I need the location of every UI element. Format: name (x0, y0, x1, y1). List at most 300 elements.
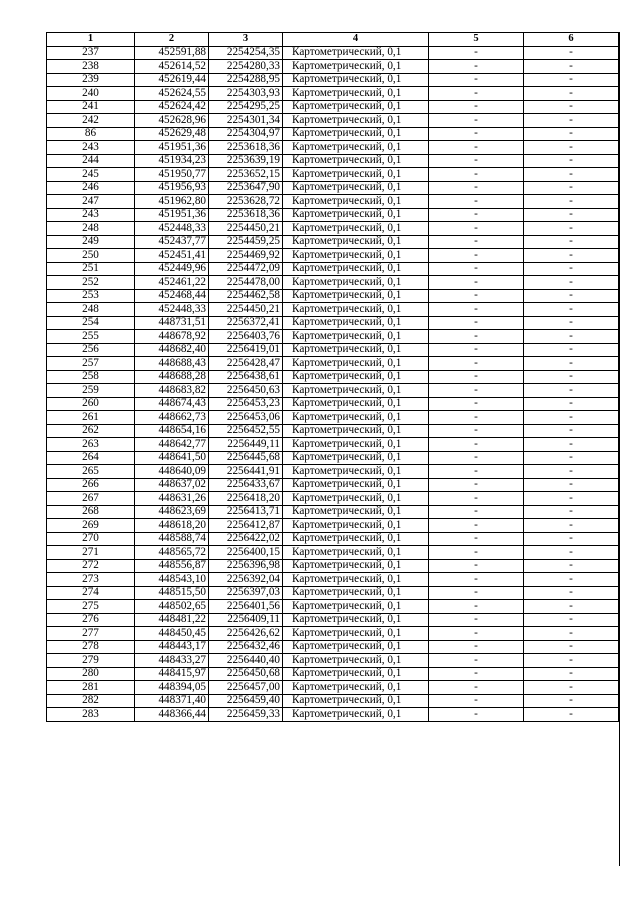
x-coordinate-cell: 448565,72 (135, 546, 209, 560)
y-coordinate-cell: 2256428,47 (209, 357, 283, 371)
y-coordinate-cell: 2254304,97 (209, 127, 283, 141)
col6-cell: - (524, 100, 619, 114)
y-coordinate-cell: 2253628,72 (209, 195, 283, 209)
y-coordinate-cell: 2256449,11 (209, 438, 283, 452)
method-cell: Картометрический, 0,1 (283, 330, 429, 344)
x-coordinate-cell: 448688,28 (135, 370, 209, 384)
point-number-cell: 268 (47, 505, 135, 519)
y-coordinate-cell: 2256419,01 (209, 343, 283, 357)
point-number-cell: 277 (47, 627, 135, 641)
point-number-cell: 271 (47, 546, 135, 560)
x-coordinate-cell: 451950,77 (135, 168, 209, 182)
page-border-line (619, 32, 620, 866)
x-coordinate-cell: 451934,23 (135, 154, 209, 168)
table-row (47, 168, 619, 182)
col6-cell: - (524, 249, 619, 263)
x-coordinate-cell: 448678,92 (135, 330, 209, 344)
table-row (47, 262, 619, 276)
x-coordinate-cell: 452461,22 (135, 276, 209, 290)
point-number-cell: 264 (47, 451, 135, 465)
point-number-cell: 245 (47, 168, 135, 182)
table-row (47, 384, 619, 398)
method-cell: Картометрический, 0,1 (283, 60, 429, 74)
y-coordinate-cell: 2256445,68 (209, 451, 283, 465)
y-coordinate-cell: 2256453,23 (209, 397, 283, 411)
table-row (47, 46, 619, 60)
table-row (47, 397, 619, 411)
table-row (47, 303, 619, 317)
table-row (47, 694, 619, 708)
method-cell: Картометрический, 0,1 (283, 438, 429, 452)
point-number-cell: 243 (47, 208, 135, 222)
point-number-cell: 254 (47, 316, 135, 330)
y-coordinate-cell: 2254450,21 (209, 303, 283, 317)
col5-cell: - (429, 438, 524, 452)
col6-cell: - (524, 195, 619, 209)
point-number-cell: 278 (47, 640, 135, 654)
col5-cell: - (429, 694, 524, 708)
method-cell: Картометрический, 0,1 (283, 168, 429, 182)
col6-cell: - (524, 208, 619, 222)
point-number-cell: 243 (47, 141, 135, 155)
x-coordinate-cell: 452624,42 (135, 100, 209, 114)
table-row (47, 465, 619, 479)
table-row (47, 330, 619, 344)
y-coordinate-cell: 2254254,35 (209, 46, 283, 60)
table-row (47, 546, 619, 560)
col5-cell: - (429, 168, 524, 182)
table-row (47, 114, 619, 128)
table-row (47, 195, 619, 209)
col5-cell: - (429, 87, 524, 101)
point-number-cell: 86 (47, 127, 135, 141)
col5-cell: - (429, 100, 524, 114)
y-coordinate-cell: 2256441,91 (209, 465, 283, 479)
x-coordinate-cell: 448637,02 (135, 478, 209, 492)
table-row (47, 60, 619, 74)
x-coordinate-cell: 448662,73 (135, 411, 209, 425)
header-col-1: 1 (47, 33, 135, 47)
table-row (47, 222, 619, 236)
point-number-cell: 267 (47, 492, 135, 506)
header-col-5: 5 (429, 33, 524, 47)
method-cell: Картометрический, 0,1 (283, 411, 429, 425)
table-row (47, 127, 619, 141)
x-coordinate-cell: 448481,22 (135, 613, 209, 627)
point-number-cell: 270 (47, 532, 135, 546)
x-coordinate-cell: 448623,69 (135, 505, 209, 519)
col5-cell: - (429, 235, 524, 249)
col6-cell: - (524, 127, 619, 141)
y-coordinate-cell: 2256422,02 (209, 532, 283, 546)
col5-cell: - (429, 316, 524, 330)
table-row (47, 681, 619, 695)
table-row (47, 519, 619, 533)
x-coordinate-cell: 448515,50 (135, 586, 209, 600)
y-coordinate-cell: 2256450,63 (209, 384, 283, 398)
table-row (47, 654, 619, 668)
table-row (47, 276, 619, 290)
y-coordinate-cell: 2254301,34 (209, 114, 283, 128)
col5-cell: - (429, 573, 524, 587)
table-row (47, 235, 619, 249)
col5-cell: - (429, 505, 524, 519)
method-cell: Картометрический, 0,1 (283, 451, 429, 465)
x-coordinate-cell: 448433,27 (135, 654, 209, 668)
y-coordinate-cell: 2256459,40 (209, 694, 283, 708)
x-coordinate-cell: 448674,43 (135, 397, 209, 411)
method-cell: Картометрический, 0,1 (283, 262, 429, 276)
x-coordinate-cell: 448543,10 (135, 573, 209, 587)
method-cell: Картометрический, 0,1 (283, 613, 429, 627)
method-cell: Картометрический, 0,1 (283, 681, 429, 695)
table-row (47, 640, 619, 654)
col6-cell: - (524, 532, 619, 546)
method-cell: Картометрический, 0,1 (283, 222, 429, 236)
col6-cell: - (524, 73, 619, 87)
point-number-cell: 246 (47, 181, 135, 195)
point-number-cell: 282 (47, 694, 135, 708)
col6-cell: - (524, 694, 619, 708)
table-row (47, 289, 619, 303)
col6-cell: - (524, 600, 619, 614)
col5-cell: - (429, 208, 524, 222)
col6-cell: - (524, 546, 619, 560)
x-coordinate-cell: 452448,33 (135, 222, 209, 236)
y-coordinate-cell: 2256412,87 (209, 519, 283, 533)
table-row (47, 451, 619, 465)
point-number-cell: 281 (47, 681, 135, 695)
col5-cell: - (429, 73, 524, 87)
point-number-cell: 250 (47, 249, 135, 263)
x-coordinate-cell: 452614,52 (135, 60, 209, 74)
method-cell: Картометрический, 0,1 (283, 384, 429, 398)
x-coordinate-cell: 452449,96 (135, 262, 209, 276)
method-cell: Картометрический, 0,1 (283, 343, 429, 357)
point-number-cell: 269 (47, 519, 135, 533)
method-cell: Картометрический, 0,1 (283, 100, 429, 114)
col6-cell: - (524, 316, 619, 330)
method-cell: Картометрический, 0,1 (283, 73, 429, 87)
table-row (47, 573, 619, 587)
col6-cell: - (524, 424, 619, 438)
y-coordinate-cell: 2256432,46 (209, 640, 283, 654)
col5-cell: - (429, 384, 524, 398)
x-coordinate-cell: 448394,05 (135, 681, 209, 695)
x-coordinate-cell: 448502,65 (135, 600, 209, 614)
point-number-cell: 255 (47, 330, 135, 344)
x-coordinate-cell: 448688,43 (135, 357, 209, 371)
table-row (47, 370, 619, 384)
col5-cell: - (429, 181, 524, 195)
col5-cell: - (429, 627, 524, 641)
method-cell: Картометрический, 0,1 (283, 654, 429, 668)
point-number-cell: 252 (47, 276, 135, 290)
y-coordinate-cell: 2256400,15 (209, 546, 283, 560)
x-coordinate-cell: 448556,87 (135, 559, 209, 573)
col5-cell: - (429, 370, 524, 384)
table-row (47, 411, 619, 425)
col6-cell: - (524, 519, 619, 533)
col6-cell: - (524, 654, 619, 668)
method-cell: Картометрический, 0,1 (283, 465, 429, 479)
col6-cell: - (524, 627, 619, 641)
col6-cell: - (524, 451, 619, 465)
col6-cell: - (524, 397, 619, 411)
point-number-cell: 244 (47, 154, 135, 168)
y-coordinate-cell: 2256397,03 (209, 586, 283, 600)
col5-cell: - (429, 424, 524, 438)
table-row (47, 87, 619, 101)
y-coordinate-cell: 2254462,58 (209, 289, 283, 303)
col6-cell: - (524, 559, 619, 573)
header-row (47, 33, 619, 47)
point-number-cell: 279 (47, 654, 135, 668)
y-coordinate-cell: 2256396,98 (209, 559, 283, 573)
method-cell: Картометрический, 0,1 (283, 303, 429, 317)
col5-cell: - (429, 708, 524, 722)
col5-cell: - (429, 114, 524, 128)
y-coordinate-cell: 2253639,19 (209, 154, 283, 168)
y-coordinate-cell: 2254303,93 (209, 87, 283, 101)
x-coordinate-cell: 452591,88 (135, 46, 209, 60)
y-coordinate-cell: 2254472,09 (209, 262, 283, 276)
col5-cell: - (429, 586, 524, 600)
col6-cell: - (524, 303, 619, 317)
table-row (47, 438, 619, 452)
col6-cell: - (524, 114, 619, 128)
col6-cell: - (524, 262, 619, 276)
method-cell: Картометрический, 0,1 (283, 114, 429, 128)
x-coordinate-cell: 448641,50 (135, 451, 209, 465)
x-coordinate-cell: 448588,74 (135, 532, 209, 546)
col6-cell: - (524, 357, 619, 371)
method-cell: Картометрический, 0,1 (283, 87, 429, 101)
table-row (47, 316, 619, 330)
method-cell: Картометрический, 0,1 (283, 154, 429, 168)
y-coordinate-cell: 2256453,06 (209, 411, 283, 425)
col5-cell: - (429, 667, 524, 681)
x-coordinate-cell: 452468,44 (135, 289, 209, 303)
col6-cell: - (524, 573, 619, 587)
col6-cell: - (524, 478, 619, 492)
method-cell: Картометрический, 0,1 (283, 195, 429, 209)
method-cell: Картометрический, 0,1 (283, 127, 429, 141)
col5-cell: - (429, 357, 524, 371)
x-coordinate-cell: 448682,40 (135, 343, 209, 357)
method-cell: Картометрический, 0,1 (283, 397, 429, 411)
col6-cell: - (524, 141, 619, 155)
col5-cell: - (429, 465, 524, 479)
col5-cell: - (429, 451, 524, 465)
point-number-cell: 248 (47, 303, 135, 317)
table-row (47, 181, 619, 195)
col6-cell: - (524, 681, 619, 695)
col5-cell: - (429, 154, 524, 168)
method-cell: Картометрический, 0,1 (283, 208, 429, 222)
table-row (47, 613, 619, 627)
col5-cell: - (429, 546, 524, 560)
table-row (47, 249, 619, 263)
table-row (47, 532, 619, 546)
x-coordinate-cell: 451956,93 (135, 181, 209, 195)
point-number-cell: 275 (47, 600, 135, 614)
col5-cell: - (429, 222, 524, 236)
point-number-cell: 241 (47, 100, 135, 114)
point-number-cell: 263 (47, 438, 135, 452)
col6-cell: - (524, 235, 619, 249)
y-coordinate-cell: 2256409,11 (209, 613, 283, 627)
y-coordinate-cell: 2254459,25 (209, 235, 283, 249)
table-row (47, 154, 619, 168)
y-coordinate-cell: 2256426,62 (209, 627, 283, 641)
y-coordinate-cell: 2253618,36 (209, 208, 283, 222)
method-cell: Картометрический, 0,1 (283, 276, 429, 290)
method-cell: Картометрический, 0,1 (283, 478, 429, 492)
col6-cell: - (524, 289, 619, 303)
x-coordinate-cell: 448631,26 (135, 492, 209, 506)
method-cell: Картометрический, 0,1 (283, 627, 429, 641)
table-row (47, 559, 619, 573)
coordinates-table (46, 32, 619, 722)
point-number-cell: 274 (47, 586, 135, 600)
table-row (47, 708, 619, 722)
y-coordinate-cell: 2256413,71 (209, 505, 283, 519)
y-coordinate-cell: 2256372,41 (209, 316, 283, 330)
point-number-cell: 266 (47, 478, 135, 492)
col6-cell: - (524, 330, 619, 344)
point-number-cell: 257 (47, 357, 135, 371)
header-col-3: 3 (209, 33, 283, 47)
col6-cell: - (524, 370, 619, 384)
method-cell: Картометрический, 0,1 (283, 505, 429, 519)
y-coordinate-cell: 2256450,68 (209, 667, 283, 681)
point-number-cell: 251 (47, 262, 135, 276)
point-number-cell: 260 (47, 397, 135, 411)
col5-cell: - (429, 559, 524, 573)
x-coordinate-cell: 451962,80 (135, 195, 209, 209)
header-col-4: 4 (283, 33, 429, 47)
y-coordinate-cell: 2254450,21 (209, 222, 283, 236)
method-cell: Картометрический, 0,1 (283, 519, 429, 533)
x-coordinate-cell: 451951,36 (135, 141, 209, 155)
point-number-cell: 256 (47, 343, 135, 357)
col5-cell: - (429, 195, 524, 209)
method-cell: Картометрический, 0,1 (283, 694, 429, 708)
col5-cell: - (429, 532, 524, 546)
y-coordinate-cell: 2254478,00 (209, 276, 283, 290)
method-cell: Картометрический, 0,1 (283, 708, 429, 722)
col5-cell: - (429, 492, 524, 506)
x-coordinate-cell: 448654,16 (135, 424, 209, 438)
col5-cell: - (429, 46, 524, 60)
point-number-cell: 248 (47, 222, 135, 236)
col5-cell: - (429, 60, 524, 74)
y-coordinate-cell: 2256392,04 (209, 573, 283, 587)
point-number-cell: 247 (47, 195, 135, 209)
table-row (47, 424, 619, 438)
table-row (47, 478, 619, 492)
header-col-6: 6 (524, 33, 619, 47)
y-coordinate-cell: 2256438,61 (209, 370, 283, 384)
col6-cell: - (524, 222, 619, 236)
x-coordinate-cell: 452629,48 (135, 127, 209, 141)
point-number-cell: 242 (47, 114, 135, 128)
method-cell: Картометрический, 0,1 (283, 357, 429, 371)
point-number-cell: 238 (47, 60, 135, 74)
table-row (47, 73, 619, 87)
col5-cell: - (429, 330, 524, 344)
x-coordinate-cell: 452619,44 (135, 73, 209, 87)
point-number-cell: 283 (47, 708, 135, 722)
col5-cell: - (429, 654, 524, 668)
point-number-cell: 239 (47, 73, 135, 87)
col6-cell: - (524, 87, 619, 101)
col6-cell: - (524, 276, 619, 290)
y-coordinate-cell: 2254469,92 (209, 249, 283, 263)
method-cell: Картометрический, 0,1 (283, 532, 429, 546)
col5-cell: - (429, 600, 524, 614)
point-number-cell: 276 (47, 613, 135, 627)
x-coordinate-cell: 448640,09 (135, 465, 209, 479)
point-number-cell: 249 (47, 235, 135, 249)
y-coordinate-cell: 2256403,76 (209, 330, 283, 344)
method-cell: Картометрический, 0,1 (283, 424, 429, 438)
y-coordinate-cell: 2256452,55 (209, 424, 283, 438)
method-cell: Картометрический, 0,1 (283, 600, 429, 614)
x-coordinate-cell: 448371,40 (135, 694, 209, 708)
col5-cell: - (429, 141, 524, 155)
table-row (47, 357, 619, 371)
col5-cell: - (429, 640, 524, 654)
method-cell: Картометрический, 0,1 (283, 370, 429, 384)
table-row (47, 100, 619, 114)
col6-cell: - (524, 708, 619, 722)
col6-cell: - (524, 60, 619, 74)
point-number-cell: 280 (47, 667, 135, 681)
table-row (47, 343, 619, 357)
y-coordinate-cell: 2253652,15 (209, 168, 283, 182)
col5-cell: - (429, 519, 524, 533)
col6-cell: - (524, 154, 619, 168)
x-coordinate-cell: 452628,96 (135, 114, 209, 128)
col6-cell: - (524, 492, 619, 506)
y-coordinate-cell: 2256401,56 (209, 600, 283, 614)
method-cell: Картометрический, 0,1 (283, 46, 429, 60)
y-coordinate-cell: 2254280,33 (209, 60, 283, 74)
point-number-cell: 240 (47, 87, 135, 101)
point-number-cell: 259 (47, 384, 135, 398)
y-coordinate-cell: 2256459,33 (209, 708, 283, 722)
point-number-cell: 258 (47, 370, 135, 384)
col6-cell: - (524, 640, 619, 654)
col5-cell: - (429, 262, 524, 276)
col6-cell: - (524, 168, 619, 182)
col5-cell: - (429, 303, 524, 317)
x-coordinate-cell: 448443,17 (135, 640, 209, 654)
table-row (47, 505, 619, 519)
method-cell: Картометрический, 0,1 (283, 667, 429, 681)
point-number-cell: 272 (47, 559, 135, 573)
x-coordinate-cell: 452437,77 (135, 235, 209, 249)
method-cell: Картометрический, 0,1 (283, 181, 429, 195)
col6-cell: - (524, 181, 619, 195)
col6-cell: - (524, 613, 619, 627)
x-coordinate-cell: 448683,82 (135, 384, 209, 398)
point-number-cell: 237 (47, 46, 135, 60)
point-number-cell: 261 (47, 411, 135, 425)
x-coordinate-cell: 448642,77 (135, 438, 209, 452)
